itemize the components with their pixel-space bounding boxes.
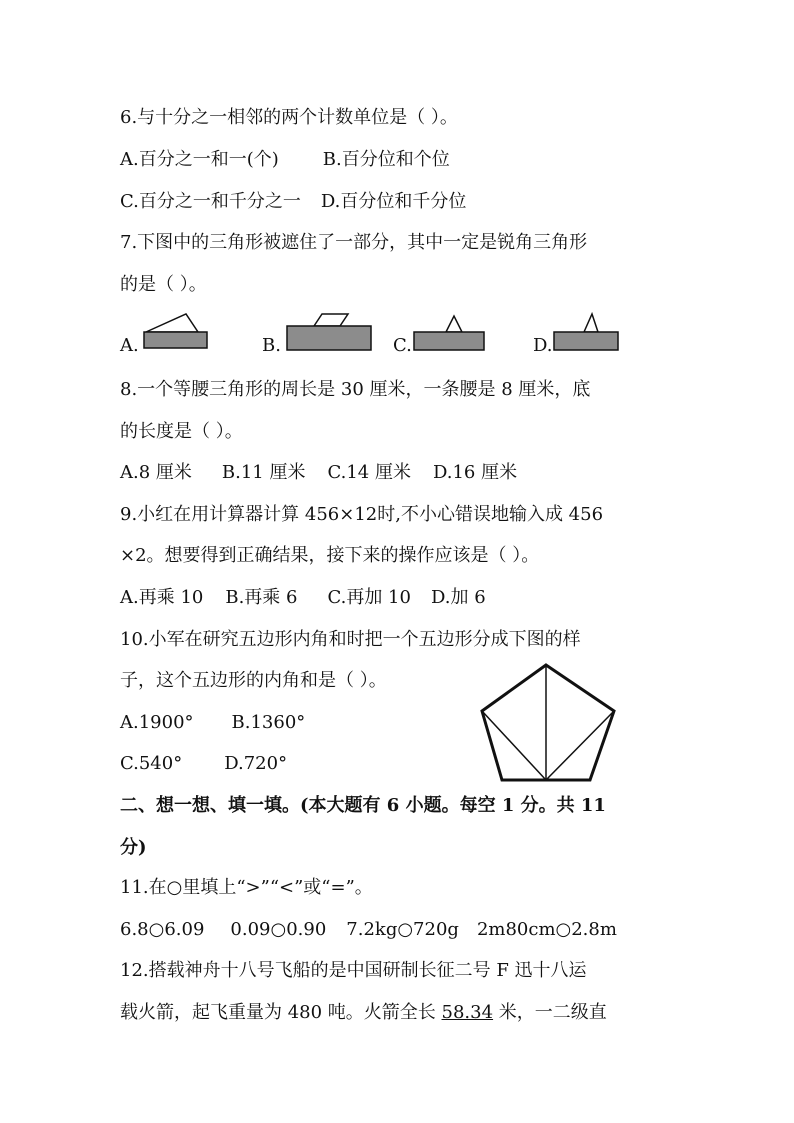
q11-items [120, 918, 617, 942]
section2-title-line1: 二、想一想、填一填。(本大题有 6 小题。每空 1 分。共 11 [120, 795, 606, 816]
q9-option-c: C.再加 10 [327, 587, 411, 608]
q9-stem-line1: 9.小红在用计算器计算 456×12时,不小心错误地输入成 456 [120, 504, 604, 525]
q9-options [120, 586, 486, 610]
q6-option-a: A.百分之一和一(个) [120, 149, 279, 170]
q8-stem-line1: 8.一个等腰三角形的周长是 30 厘米，一条腰是 8 厘米，底 [120, 379, 591, 400]
q11-item-3: 7.2kg○720g [346, 919, 459, 940]
q10-stem-line2: 子，这个五边形的内角和是（ ）。 [120, 670, 387, 691]
q12-line2 [120, 1001, 607, 1025]
q10-option-b: B.1360° [231, 712, 306, 733]
q6-option-d: D.百分位和千分位 [320, 191, 467, 212]
q8-option-c: C.14 厘米 [327, 462, 411, 483]
q7-figure-b [284, 308, 374, 354]
q10-option-d: D.720° [224, 753, 288, 774]
q10-option-a: A.1900° [120, 712, 194, 733]
q7-figure-c [410, 310, 488, 354]
q8-option-a: A.8 厘米 [120, 462, 192, 483]
q8-option-b: B.11 厘米 [221, 462, 306, 483]
q9-stem-line2: ×2。想要得到正确结果，接下来的操作应该是（ ）。 [120, 545, 540, 566]
q10-options-row2 [120, 752, 287, 776]
q6-options-row2 [120, 190, 466, 214]
q8-options [120, 461, 517, 485]
q12-line2-end: 米，一二级直 [493, 1002, 607, 1023]
q12-line1: 12.搭载神舟十八号飞船的是中国研制长征二号 F 迅十八运 [120, 960, 587, 981]
q7-option-b-label: B. [262, 335, 281, 356]
q10-options-row1 [120, 711, 305, 735]
q10-stem-line1: 10.小军在研究五边形内角和时把一个五边形分成下图的样 [120, 629, 581, 650]
q11-stem: 11.在○里填上“>”“<”或“=”。 [120, 877, 373, 898]
q9-option-a: A.再乘 10 [120, 587, 204, 608]
q6-stem: 6.与十分之一相邻的两个计数单位是（ ）。 [120, 107, 458, 128]
q11-item-4: 2m80cm○2.8m [476, 919, 617, 940]
q7-stem-line2: 的是（ ）。 [120, 274, 207, 295]
q10-pentagon-figure [470, 655, 630, 790]
q7-option-d-label: D. [533, 335, 553, 356]
q7-stem-line1: 7.下图中的三角形被遮住了一部分，其中一定是锐角三角形 [120, 232, 588, 253]
q11-item-2: 0.09○0.90 [230, 919, 327, 940]
q7-figure-a [140, 310, 212, 354]
q6-options-row1 [120, 148, 450, 172]
q6-option-b: B.百分位和个位 [322, 149, 450, 170]
q12-rocket-length: 58.34 [441, 1002, 494, 1023]
q9-option-d: D.加 6 [430, 587, 486, 608]
section2-title-line2: 分) [120, 837, 147, 858]
q8-option-d: D.16 厘米 [432, 462, 518, 483]
q7-option-a-label: A. [120, 335, 139, 356]
q10-option-c: C.540° [120, 753, 183, 774]
q9-option-b: B.再乘 6 [225, 587, 298, 608]
q7-option-c-label: C. [393, 335, 412, 356]
q12-line2-start: 载火箭，起飞重量为 480 吨。火箭全长 [120, 1002, 442, 1023]
q8-stem-line2: 的长度是（ ）。 [120, 421, 243, 442]
q11-item-1: 6.8○6.09 [120, 919, 205, 940]
q7-figure-d [550, 310, 622, 354]
q6-option-c: C.百分之一和千分之一 [120, 191, 301, 212]
